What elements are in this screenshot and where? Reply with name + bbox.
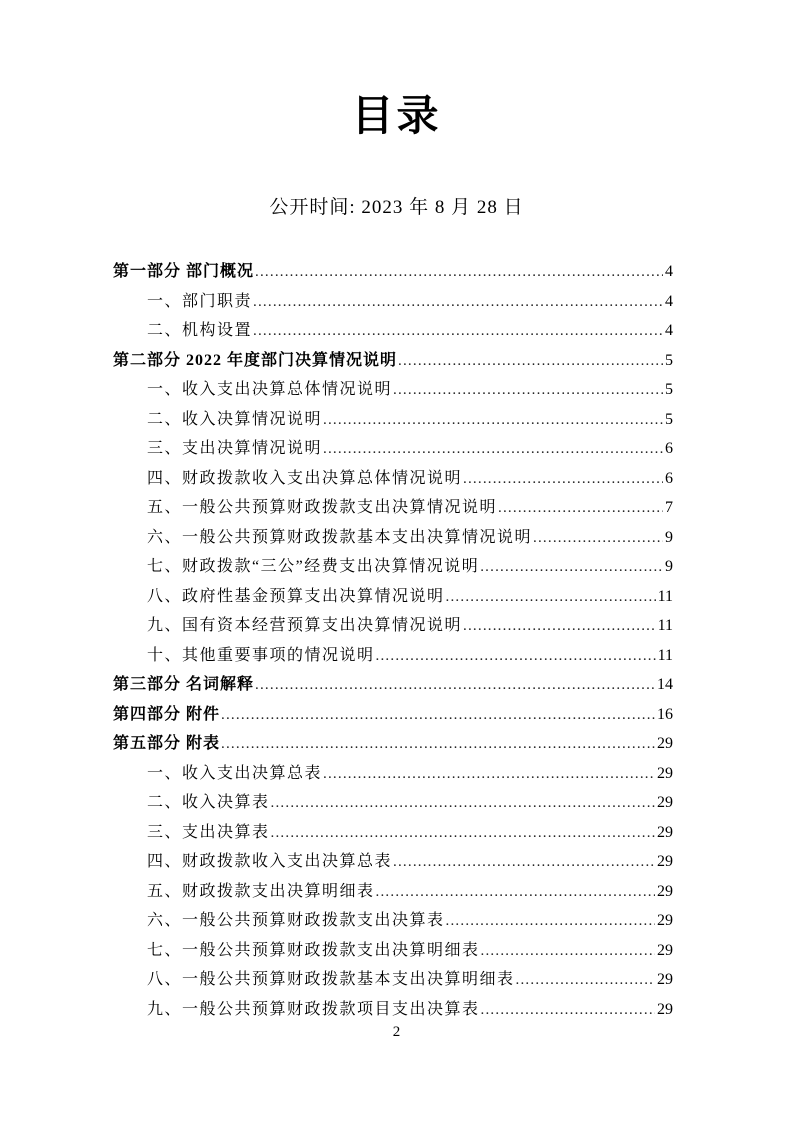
- toc-page-number: 6: [665, 469, 673, 487]
- toc-page-number: 29: [657, 941, 673, 959]
- toc-entry[interactable]: [113, 288, 673, 318]
- toc-entry-label: 第五部分 附表: [113, 735, 221, 752]
- toc-leader-dots: [516, 972, 655, 989]
- toc-page-number: 29: [657, 971, 673, 988]
- toc-leader-dots: [463, 618, 656, 635]
- toc-leader-dots: [481, 1002, 655, 1019]
- toc-entry-label: 十、其他重要事项的情况说明: [147, 646, 375, 664]
- toc-leader-dots: [398, 353, 663, 370]
- toc-entry[interactable]: [113, 465, 673, 495]
- toc-page-number: 11: [657, 587, 673, 605]
- toc-page-number: 5: [665, 351, 673, 369]
- toc-entry[interactable]: [113, 760, 673, 790]
- toc-leader-dots: [533, 530, 663, 547]
- toc-leader-dots: [253, 323, 663, 340]
- toc-page-number: 29: [657, 882, 673, 900]
- toc-entry-label: 第一部分 部门概况: [113, 263, 255, 280]
- toc-leader-dots: [255, 264, 663, 281]
- toc-page-number: 29: [657, 912, 673, 929]
- toc-leader-dots: [480, 559, 663, 576]
- toc-entry[interactable]: [113, 789, 673, 819]
- toc-leader-dots: [255, 677, 655, 694]
- publish-time-text: 公开时间: 2023 年 8 月 28 日: [269, 197, 524, 218]
- toc-page-number: 29: [657, 735, 673, 752]
- toc-entry-label: 四、财政拨款收入支出决算总体情况说明: [147, 469, 463, 487]
- toc-entry-label: 二、收入决算情况说明: [147, 410, 323, 428]
- toc-entry-label: 二、收入决算表: [147, 794, 270, 811]
- toc-entry[interactable]: [113, 612, 673, 642]
- toc-page-number: 29: [657, 794, 673, 811]
- toc-entry[interactable]: [113, 435, 673, 465]
- toc-leader-dots: [393, 854, 655, 871]
- toc-entry[interactable]: [113, 406, 673, 436]
- toc-entry[interactable]: [113, 494, 673, 524]
- toc-page-number: 7: [665, 499, 673, 516]
- toc-entry-label: 八、一般公共预算财政拨款基本支出决算明细表: [147, 971, 515, 988]
- toc-list: [113, 258, 673, 1025]
- toc-leader-dots: [498, 500, 663, 517]
- toc-entry-label: 七、一般公共预算财政拨款支出决算明细表: [147, 941, 480, 959]
- toc-page-number: 9: [665, 558, 673, 575]
- toc-entry[interactable]: [113, 671, 673, 701]
- toc-page-number: 29: [657, 764, 673, 782]
- toc-leader-dots: [323, 766, 655, 783]
- toc-entry-label: 三、支出决算表: [147, 823, 270, 841]
- toc-leader-dots: [481, 943, 655, 960]
- toc-entry[interactable]: [113, 553, 673, 583]
- toc-entry-label: 第四部分 附件: [113, 705, 221, 723]
- toc-entry-label: 一、收入支出决算总体情况说明: [147, 381, 393, 398]
- toc-leader-dots: [446, 913, 655, 930]
- toc-page-number: 5: [665, 381, 673, 398]
- toc-page-number: 4: [665, 322, 673, 339]
- toc-leader-dots: [271, 795, 655, 812]
- toc-entry-label: 九、一般公共预算财政拨款项目支出决算表: [147, 1000, 480, 1018]
- toc-page-number: 11: [657, 617, 673, 634]
- toc-page-number: 29: [657, 1000, 673, 1018]
- toc-entry-label: 二、机构设置: [147, 322, 253, 339]
- toc-entry[interactable]: [113, 730, 673, 760]
- toc-entry[interactable]: [113, 583, 673, 613]
- toc-leader-dots: [463, 471, 663, 488]
- toc-entry-label: 第二部分 2022 年度部门决算情况说明: [113, 351, 398, 369]
- toc-entry-label: 四、财政拨款收入支出决算总表: [147, 853, 393, 870]
- toc-entry-label: 六、一般公共预算财政拨款基本支出决算情况说明: [147, 528, 533, 546]
- toc-entry[interactable]: [113, 524, 673, 554]
- toc-page-number: 6: [665, 440, 673, 457]
- toc-page-number: 4: [665, 292, 673, 310]
- toc-entry-label: 八、政府性基金预算支出决算情况说明: [147, 587, 445, 605]
- toc-entry[interactable]: [113, 907, 673, 937]
- toc-entry-label: 七、财政拨款“三公”经费支出决算情况说明: [147, 558, 480, 575]
- toc-entry[interactable]: [113, 848, 673, 878]
- toc-page-number: 29: [657, 823, 673, 841]
- toc-page-number: 4: [665, 263, 673, 280]
- toc-leader-dots: [376, 884, 655, 901]
- toc-entry[interactable]: [113, 642, 673, 672]
- toc-entry-label: 六、一般公共预算财政拨款支出决算表: [147, 912, 445, 929]
- toc-leader-dots: [271, 825, 655, 842]
- toc-entry[interactable]: [113, 347, 673, 377]
- toc-leader-dots: [323, 412, 663, 429]
- toc-leader-dots: [393, 382, 663, 399]
- footer-page-number: 2: [392, 1024, 401, 1040]
- toc-page-number: 16: [657, 705, 673, 723]
- toc-page-number: 29: [657, 853, 673, 870]
- page-title: 目录: [351, 92, 442, 139]
- toc-entry-label: 一、收入支出决算总表: [147, 764, 323, 782]
- toc-entry[interactable]: [113, 996, 673, 1026]
- toc-page-number: 9: [665, 528, 673, 546]
- toc-entry[interactable]: [113, 937, 673, 967]
- toc-page-number: 5: [665, 410, 673, 428]
- toc-entry[interactable]: [113, 701, 673, 731]
- toc-entry-label: 五、财政拨款支出决算明细表: [147, 882, 375, 900]
- toc-entry-label: 五、一般公共预算财政拨款支出决算情况说明: [147, 499, 498, 516]
- toc-page-number: 14: [657, 676, 673, 693]
- toc-entry[interactable]: [113, 258, 673, 288]
- toc-leader-dots: [253, 294, 663, 311]
- toc-page-number: 11: [657, 646, 673, 664]
- toc-entry[interactable]: [113, 878, 673, 908]
- toc-entry-label: 一、部门职责: [147, 292, 253, 310]
- toc-entry[interactable]: [113, 966, 673, 996]
- toc-entry[interactable]: [113, 819, 673, 849]
- toc-leader-dots: [446, 589, 656, 606]
- toc-leader-dots: [323, 441, 663, 458]
- toc-entry-label: 九、国有资本经营预算支出决算情况说明: [147, 617, 463, 634]
- toc-leader-dots: [221, 707, 655, 724]
- toc-entry-label: 第三部分 名词解释: [113, 676, 255, 693]
- toc-entry-label: 三、支出决算情况说明: [147, 440, 323, 457]
- toc-leader-dots: [376, 648, 656, 665]
- toc-entry[interactable]: [113, 376, 673, 406]
- toc-leader-dots: [221, 736, 655, 753]
- toc-entry[interactable]: [113, 317, 673, 347]
